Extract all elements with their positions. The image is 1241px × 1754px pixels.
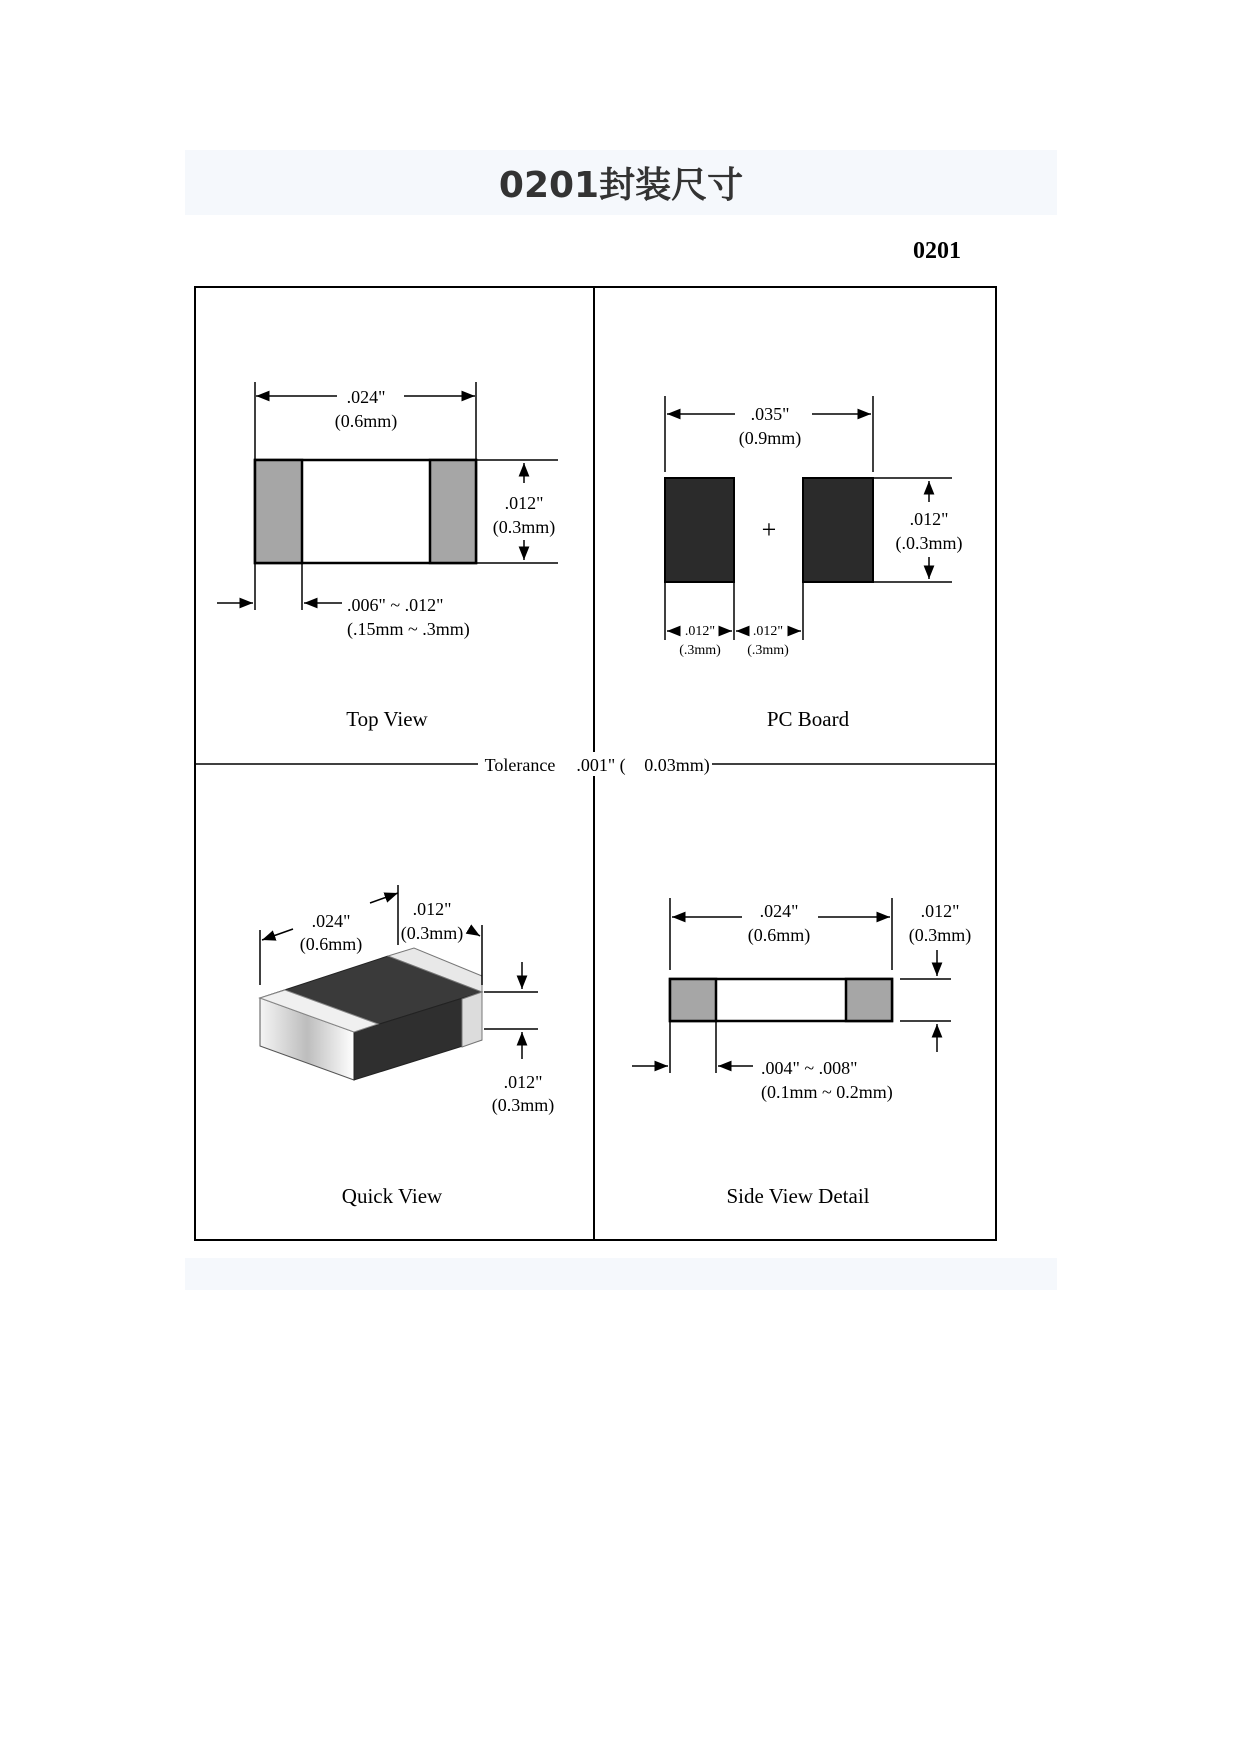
pc-board-right-pad <box>803 478 873 582</box>
tolerance-mm: 0.03mm) <box>644 755 710 775</box>
side-view-caption: Side View Detail <box>726 1184 870 1208</box>
top-view-left-terminal <box>255 460 302 563</box>
pc-board-gap-inch: .012" <box>752 624 784 639</box>
top-view-caption: Top View <box>346 707 428 731</box>
top-view-width-inch: .012" <box>504 493 544 513</box>
top-view-length-inch: .024" <box>346 387 386 407</box>
quick-view-length-inch: .024" <box>311 911 351 931</box>
quick-view-right-cap-side <box>462 992 482 1047</box>
pc-board-span-mm: (0.9mm) <box>738 428 802 448</box>
quick-view-height-inch: .012" <box>503 1072 543 1092</box>
side-view-left-terminal <box>670 979 716 1021</box>
page-title: 0201封装尺寸 <box>498 165 744 206</box>
side-view-length-mm: (0.6mm) <box>747 925 811 945</box>
quick-view-panel <box>260 885 554 1208</box>
top-view-terminal-mm: (.15mm ~ .3mm) <box>347 619 470 639</box>
pc-board-panel <box>665 396 963 731</box>
top-view-panel <box>217 382 558 731</box>
package-label: 0201 <box>913 238 961 264</box>
quick-view-width-inch: .012" <box>412 899 452 919</box>
quick-view-height-mm: (0.3mm) <box>491 1095 555 1115</box>
footer-bar <box>185 1258 1057 1290</box>
pc-board-span-inch: .035" <box>750 404 790 424</box>
side-view-panel <box>632 898 971 1208</box>
pc-board-center-mark: + <box>761 515 777 544</box>
side-view-height-mm: (0.3mm) <box>908 925 972 945</box>
quick-view-caption: Quick View <box>341 1184 443 1208</box>
pc-board-pad-mm: (.3mm) <box>679 643 721 658</box>
top-view-width-mm: (0.3mm) <box>492 517 556 537</box>
tolerance-label: Tolerance <box>484 755 556 775</box>
side-view-right-terminal <box>846 979 892 1021</box>
side-view-terminal-mm: (0.1mm ~ 0.2mm) <box>761 1082 893 1102</box>
pc-board-gap-mm: (.3mm) <box>747 643 789 658</box>
side-view-height-inch: .012" <box>920 901 960 921</box>
pc-board-caption: PC Board <box>766 707 850 731</box>
top-view-length-mm: (0.6mm) <box>334 411 398 431</box>
side-view-terminal-inch: .004" ~ .008" <box>761 1058 858 1078</box>
tolerance-inch: .001" ( <box>576 755 626 775</box>
pc-board-height-inch: .012" <box>909 509 949 529</box>
pc-board-left-pad <box>665 478 734 582</box>
top-view-right-terminal <box>430 460 476 563</box>
pc-board-pad-inch: .012" <box>684 624 716 639</box>
top-view-terminal-inch: .006" ~ .012" <box>347 595 444 615</box>
side-view-length-inch: .024" <box>759 901 799 921</box>
quick-view-width-mm: (0.3mm) <box>400 923 464 943</box>
quick-view-length-mm: (0.6mm) <box>299 934 363 954</box>
pc-board-height-mm: (.0.3mm) <box>895 533 963 553</box>
